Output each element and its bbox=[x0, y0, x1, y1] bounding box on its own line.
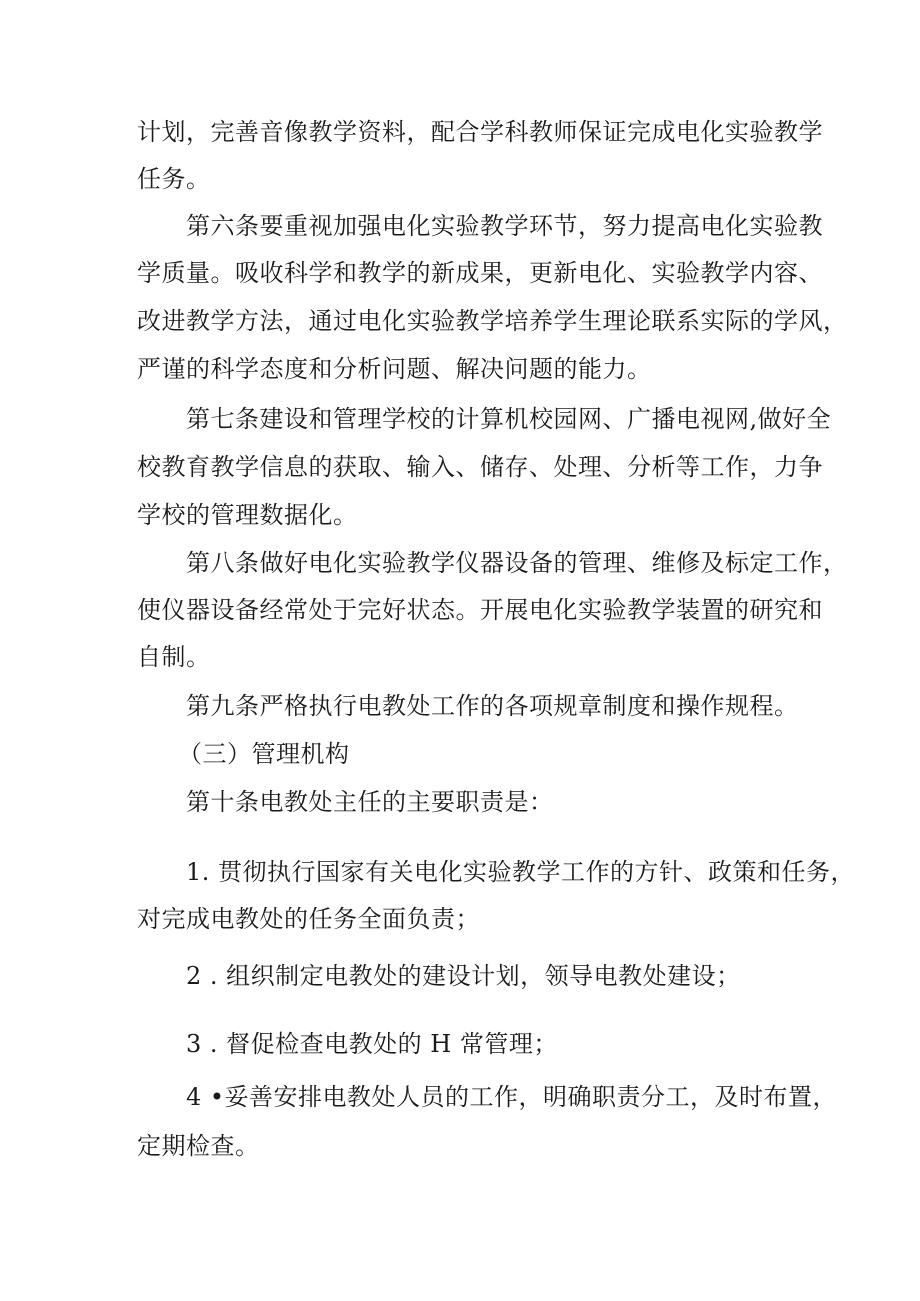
list-item-line: 对完成电教处的任务全面负责； bbox=[137, 905, 480, 933]
paragraph-line: 第九条严格执行电教处工作的各项规章制度和操作规程。 bbox=[186, 692, 799, 720]
paragraph-line: 学校的管理数据化。 bbox=[137, 501, 358, 529]
list-item-line: 定期检查。 bbox=[137, 1132, 260, 1160]
paragraph-line: 校教育教学信息的获取、输入、储存、处理、分析等工作，力争 bbox=[137, 453, 823, 481]
paragraph-line: 学质量。吸收科学和教学的新成果，更新电化、实验教学内容、 bbox=[137, 259, 823, 287]
paragraph-line: 任务。 bbox=[137, 165, 211, 193]
paragraph-line: 第七条建设和管理学校的计算机校园网、广播电视网,做好全 bbox=[186, 405, 832, 433]
paragraph-line: 自制。 bbox=[137, 643, 211, 671]
paragraph-line: 改进教学方法，通过电化实验教学培养学生理论联系实际的学风， bbox=[137, 307, 848, 335]
list-item-line: 4 •妥善安排电教处人员的工作，明确职责分工，及时布置， bbox=[186, 1083, 838, 1111]
paragraph-line: 第八条做好电化实验教学仪器设备的管理、维修及标定工作， bbox=[186, 549, 848, 577]
paragraph-line: 计划，完善音像教学资料，配合学科教师保证完成电化实验教学 bbox=[137, 118, 823, 146]
paragraph-line: 第六条要重视加强电化实验教学环节，努力提高电化实验教 bbox=[186, 212, 823, 240]
paragraph-line: 第十条电教处主任的主要职责是： bbox=[186, 788, 554, 816]
paragraph-line: 使仪器设备经常处于完好状态。开展电化实验教学装置的研究和 bbox=[137, 596, 823, 624]
list-item-line: 2 . 组织制定电教处的建设计划，领导电教处建设； bbox=[186, 962, 741, 990]
paragraph-line: 严谨的科学态度和分析问题、解决问题的能力。 bbox=[137, 355, 652, 383]
list-item-line: 1. 贯彻执行国家有关电化实验教学工作的方针、政策和任务， bbox=[186, 858, 856, 886]
section-heading: （三）管理机构 bbox=[178, 740, 350, 768]
list-item-line: 3 . 督促检查电教处的 H 常管理； bbox=[186, 1030, 558, 1058]
